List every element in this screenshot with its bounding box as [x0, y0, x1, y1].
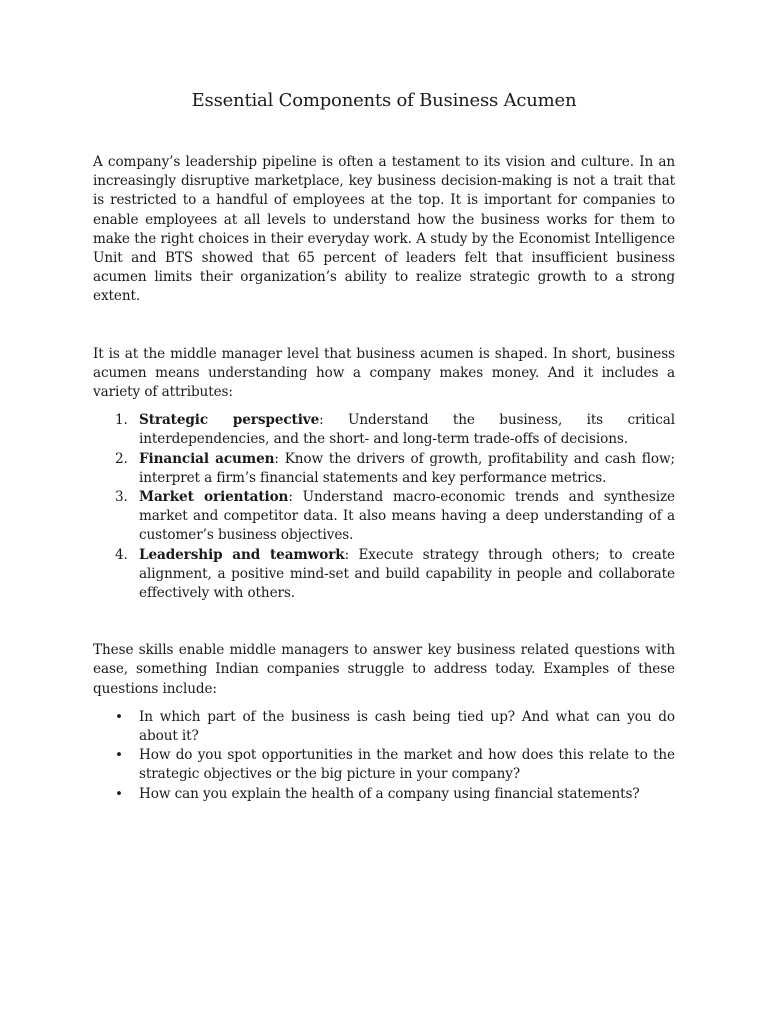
skills-paragraph: These skills enable middle managers to answer key business related questions with ease, something Indian companies struggle to address today. Examples of these questions include: — [93, 642, 675, 697]
attribute-number: 1. — [115, 412, 128, 429]
middle-manager-paragraph: It is at the middle manager level that business acumen is shaped. In short, business acumen means understanding how a company makes money. And it includes a variety of attributes: — [93, 345, 675, 401]
question-text: How do you spot opportunities in the market and how does this relate to the strategic objectives or the big picture in your company? — [139, 747, 675, 783]
attribute-term: Strategic perspective — [139, 412, 320, 429]
question-item — [93, 708, 675, 746]
bullet-icon: • — [115, 747, 123, 764]
attribute-term: Market orientation — [139, 489, 289, 506]
question-item — [93, 746, 675, 784]
intro-paragraph: A company’s leadership pipeline is often a testament to its vision and culture. In an increasingly disruptive marketplace, key business decision-making is not a trait that is restricted to a handful of employees at the top. It is important for companies to enable employees at all levels to understand how the business works for them to make the right choices in their everyday work. A study by the Economist Intelligence Unit and BTS showed that 65 percent of leaders felt that insufficient business acumen limits their organization’s ability to realize strategic growth to a strong extent. — [93, 154, 675, 305]
bullet-icon: • — [115, 785, 123, 802]
attribute-term: Financial acumen — [139, 450, 275, 467]
attribute-item — [93, 488, 675, 546]
attribute-item — [93, 546, 675, 604]
attribute-number: 2. — [115, 450, 128, 467]
attribute-description: : Understand macro-economic trends and synthesize market and competitor data. It also means having a deep understanding of a customer’s business objectives. — [139, 489, 675, 544]
bullet-icon: • — [115, 708, 123, 725]
question-text: How can you explain the health of a company using financial statements? — [139, 785, 640, 802]
attribute-term: Leadership and teamwork — [139, 546, 345, 563]
document-title: Essential Components of Business Acumen — [191, 90, 577, 111]
attribute-item — [93, 450, 675, 488]
question-item — [93, 785, 675, 804]
question-text: In which part of the business is cash being tied up? And what can you do about it? — [139, 708, 675, 745]
document-page — [93, 0, 675, 804]
attribute-description: : Execute strategy through others; to create alignment, a positive mind-set and build capability in people and collaborate effectively with others. — [139, 546, 676, 602]
attribute-description: : Understand the business, its critical interdependencies, and the short- and long-term trade-offs of decisions. — [139, 412, 675, 448]
attribute-item — [93, 411, 675, 449]
attribute-description: : Know the drivers of growth, profitability and cash flow; interpret a firm’s financial statements and key performance metrics. — [139, 450, 675, 486]
attribute-number: 3. — [115, 489, 128, 506]
attribute-number: 4. — [115, 546, 128, 563]
attributes-list — [93, 411, 675, 603]
questions-list — [93, 708, 675, 804]
